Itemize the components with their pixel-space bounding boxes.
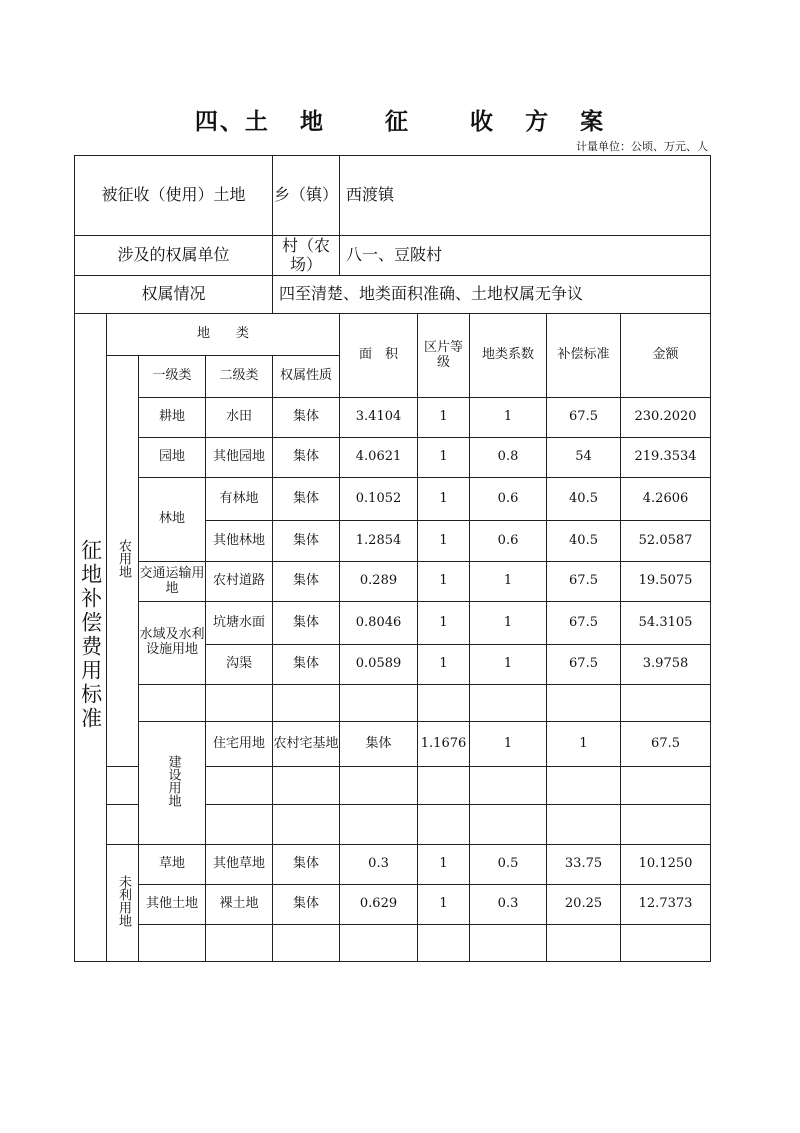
empty-cell xyxy=(470,767,547,805)
standard-cell: 40.5 xyxy=(547,478,621,521)
level1-cell: 水域及水利设施用地 xyxy=(139,602,206,685)
empty-cell xyxy=(547,685,621,722)
empty-cell xyxy=(273,767,340,805)
empty-cell xyxy=(273,805,340,845)
coef-cell: 0.3 xyxy=(470,885,547,925)
village-label: 村（农场） xyxy=(273,236,340,276)
level1-header: 一级类 xyxy=(139,356,206,398)
empty-cell xyxy=(418,767,470,805)
area-cell: 0.8046 xyxy=(340,602,418,645)
rights-label: 权属情况 xyxy=(75,276,273,314)
coef-cell: 1 xyxy=(470,645,547,685)
area-cell: 0.3 xyxy=(340,845,418,885)
town-value: 西渡镇 xyxy=(340,156,711,236)
table-row xyxy=(75,685,711,722)
ownership-cell: 集体 xyxy=(273,438,340,478)
empty-cell xyxy=(340,685,418,722)
level2-cell: 农村道路 xyxy=(206,562,273,602)
area-cell: 0.629 xyxy=(340,885,418,925)
empty-cell xyxy=(418,685,470,722)
level1-cell: 住宅用地 xyxy=(206,722,273,767)
table-row xyxy=(75,885,711,925)
coef-cell: 1 xyxy=(470,398,547,438)
amount-cell: 4.2606 xyxy=(621,478,711,521)
empty-cell xyxy=(547,767,621,805)
empty-cell xyxy=(418,925,470,962)
area-cell: 4.0621 xyxy=(340,438,418,478)
standard-cell: 40.5 xyxy=(547,521,621,562)
amount-cell: 10.1250 xyxy=(621,845,711,885)
group-construction xyxy=(139,722,206,845)
group-unused-text: 未利用地 xyxy=(115,874,131,927)
standard-cell: 67.5 xyxy=(547,602,621,645)
empty-cell xyxy=(340,925,418,962)
land-acquisition-table xyxy=(74,155,711,962)
owner-label-line1: 被征收（使用）土地 xyxy=(75,156,273,236)
zone-cell: 1 xyxy=(418,438,470,478)
area-cell: 0.0589 xyxy=(340,645,418,685)
group-construction-text: 建设用地 xyxy=(165,754,181,807)
level1-cell: 其他土地 xyxy=(139,885,206,925)
table-row xyxy=(75,602,711,645)
empty-cell xyxy=(206,805,273,845)
title-part: 方 xyxy=(525,109,551,135)
standard-cell: 67.5 xyxy=(547,562,621,602)
zone-cell: 1 xyxy=(470,722,547,767)
unit-note: 计量单位：公顷、万元、人 xyxy=(576,140,708,153)
title-part: 案 xyxy=(580,109,606,135)
table-row xyxy=(75,438,711,478)
amount-cell: 19.5075 xyxy=(621,562,711,602)
area-cell: 1.1676 xyxy=(418,722,470,767)
level2-cell: 有林地 xyxy=(206,478,273,521)
area-cell: 3.4104 xyxy=(340,398,418,438)
zone-cell: 1 xyxy=(418,602,470,645)
empty-cell xyxy=(470,925,547,962)
level2-cell: 坑塘水面 xyxy=(206,602,273,645)
compensation-section-label xyxy=(75,314,107,962)
empty-cell xyxy=(206,925,273,962)
title-part: 四、土 xyxy=(194,109,270,135)
empty-cell xyxy=(470,685,547,722)
level1-cell: 园地 xyxy=(139,438,206,478)
amount-cell: 52.0587 xyxy=(621,521,711,562)
town-label: 乡（镇） xyxy=(273,156,340,236)
group-agricultural-text: 农用地 xyxy=(115,539,131,579)
coef-cell: 0.5 xyxy=(470,845,547,885)
table-row xyxy=(75,562,711,602)
empty-cell xyxy=(418,805,470,845)
title-part: 收 xyxy=(470,109,496,135)
ownership-cell: 集体 xyxy=(273,562,340,602)
table-row xyxy=(75,722,711,767)
amount-cell: 54.3105 xyxy=(621,602,711,645)
empty-cell xyxy=(340,767,418,805)
zone-cell: 1 xyxy=(418,645,470,685)
compensation-section-text: 征地补偿费用标准 xyxy=(78,539,103,732)
area-header: 面 积 xyxy=(340,314,418,398)
empty-cell xyxy=(621,767,711,805)
owner-label-line2: 涉及的权属单位 xyxy=(75,236,273,276)
ownership-cell: 集体 xyxy=(273,602,340,645)
area-cell: 0.1052 xyxy=(340,478,418,521)
amount-cell: 12.7373 xyxy=(621,885,711,925)
level2-header: 二级类 xyxy=(206,356,273,398)
rights-value: 四至清楚、地类面积准确、土地权属无争议 xyxy=(273,276,711,314)
empty-cell xyxy=(107,767,139,805)
ownership-cell: 集体 xyxy=(340,722,418,767)
zone-cell: 1 xyxy=(418,398,470,438)
standard-cell: 67.5 xyxy=(621,722,711,767)
standard-cell: 20.25 xyxy=(547,885,621,925)
empty-cell xyxy=(206,685,273,722)
level2-cell: 裸土地 xyxy=(206,885,273,925)
empty-cell xyxy=(139,685,206,722)
level2-cell: 其他园地 xyxy=(206,438,273,478)
ownership-cell: 集体 xyxy=(273,885,340,925)
empty-cell xyxy=(547,805,621,845)
coef-cell: 0.6 xyxy=(470,521,547,562)
coef-cell: 1 xyxy=(470,602,547,645)
empty-cell xyxy=(621,805,711,845)
level2-cell: 沟渠 xyxy=(206,645,273,685)
ownership-cell: 集体 xyxy=(273,845,340,885)
level2-cell: 其他草地 xyxy=(206,845,273,885)
ownership-cell: 集体 xyxy=(273,645,340,685)
zone-header: 区片等级 xyxy=(418,314,470,398)
empty-cell xyxy=(273,925,340,962)
coef-header: 地类系数 xyxy=(470,314,547,398)
amount-cell: 230.2020 xyxy=(621,398,711,438)
zone-cell: 1 xyxy=(418,562,470,602)
table-row xyxy=(75,925,711,962)
zone-cell: 1 xyxy=(418,885,470,925)
empty-cell xyxy=(206,767,273,805)
group-unused xyxy=(107,845,139,962)
amount-header: 金额 xyxy=(621,314,711,398)
level2-cell: 农村宅基地 xyxy=(273,722,340,767)
level1-cell: 草地 xyxy=(139,845,206,885)
empty-cell xyxy=(107,805,139,845)
empty-cell xyxy=(621,685,711,722)
amount-cell: 3.9758 xyxy=(621,645,711,685)
standard-cell: 54 xyxy=(547,438,621,478)
title-part: 征 xyxy=(384,109,410,135)
empty-cell xyxy=(621,925,711,962)
title-part: 地 xyxy=(299,109,325,135)
ownership-cell: 集体 xyxy=(273,521,340,562)
level1-cell: 林地 xyxy=(139,478,206,562)
zone-cell: 1 xyxy=(418,478,470,521)
coef-cell: 1 xyxy=(547,722,621,767)
land-type-header: 地 类 xyxy=(107,314,340,356)
table-row xyxy=(75,845,711,885)
empty-cell xyxy=(139,925,206,962)
zone-cell: 1 xyxy=(418,521,470,562)
area-cell: 0.289 xyxy=(340,562,418,602)
empty-cell xyxy=(340,805,418,845)
level1-cell: 耕地 xyxy=(139,398,206,438)
standard-cell: 33.75 xyxy=(547,845,621,885)
standard-cell: 67.5 xyxy=(547,645,621,685)
zone-cell: 1 xyxy=(418,845,470,885)
coef-cell: 1 xyxy=(470,562,547,602)
standard-cell: 67.5 xyxy=(547,398,621,438)
empty-cell xyxy=(470,805,547,845)
page-title xyxy=(0,103,800,136)
coef-cell: 0.8 xyxy=(470,438,547,478)
standard-header: 补偿标准 xyxy=(547,314,621,398)
ownership-header: 权属性质 xyxy=(273,356,340,398)
ownership-cell: 集体 xyxy=(273,398,340,438)
ownership-cell: 集体 xyxy=(273,478,340,521)
area-cell: 1.2854 xyxy=(340,521,418,562)
coef-cell: 0.6 xyxy=(470,478,547,521)
village-value: 八一、豆陂村 xyxy=(340,236,711,276)
level2-cell: 水田 xyxy=(206,398,273,438)
amount-cell: 219.3534 xyxy=(621,438,711,478)
level1-cell: 交通运输用地 xyxy=(139,562,206,602)
level2-cell: 其他林地 xyxy=(206,521,273,562)
table-row xyxy=(75,398,711,438)
group-agricultural xyxy=(107,356,139,767)
table-row xyxy=(75,478,711,521)
empty-cell xyxy=(547,925,621,962)
empty-cell xyxy=(273,685,340,722)
